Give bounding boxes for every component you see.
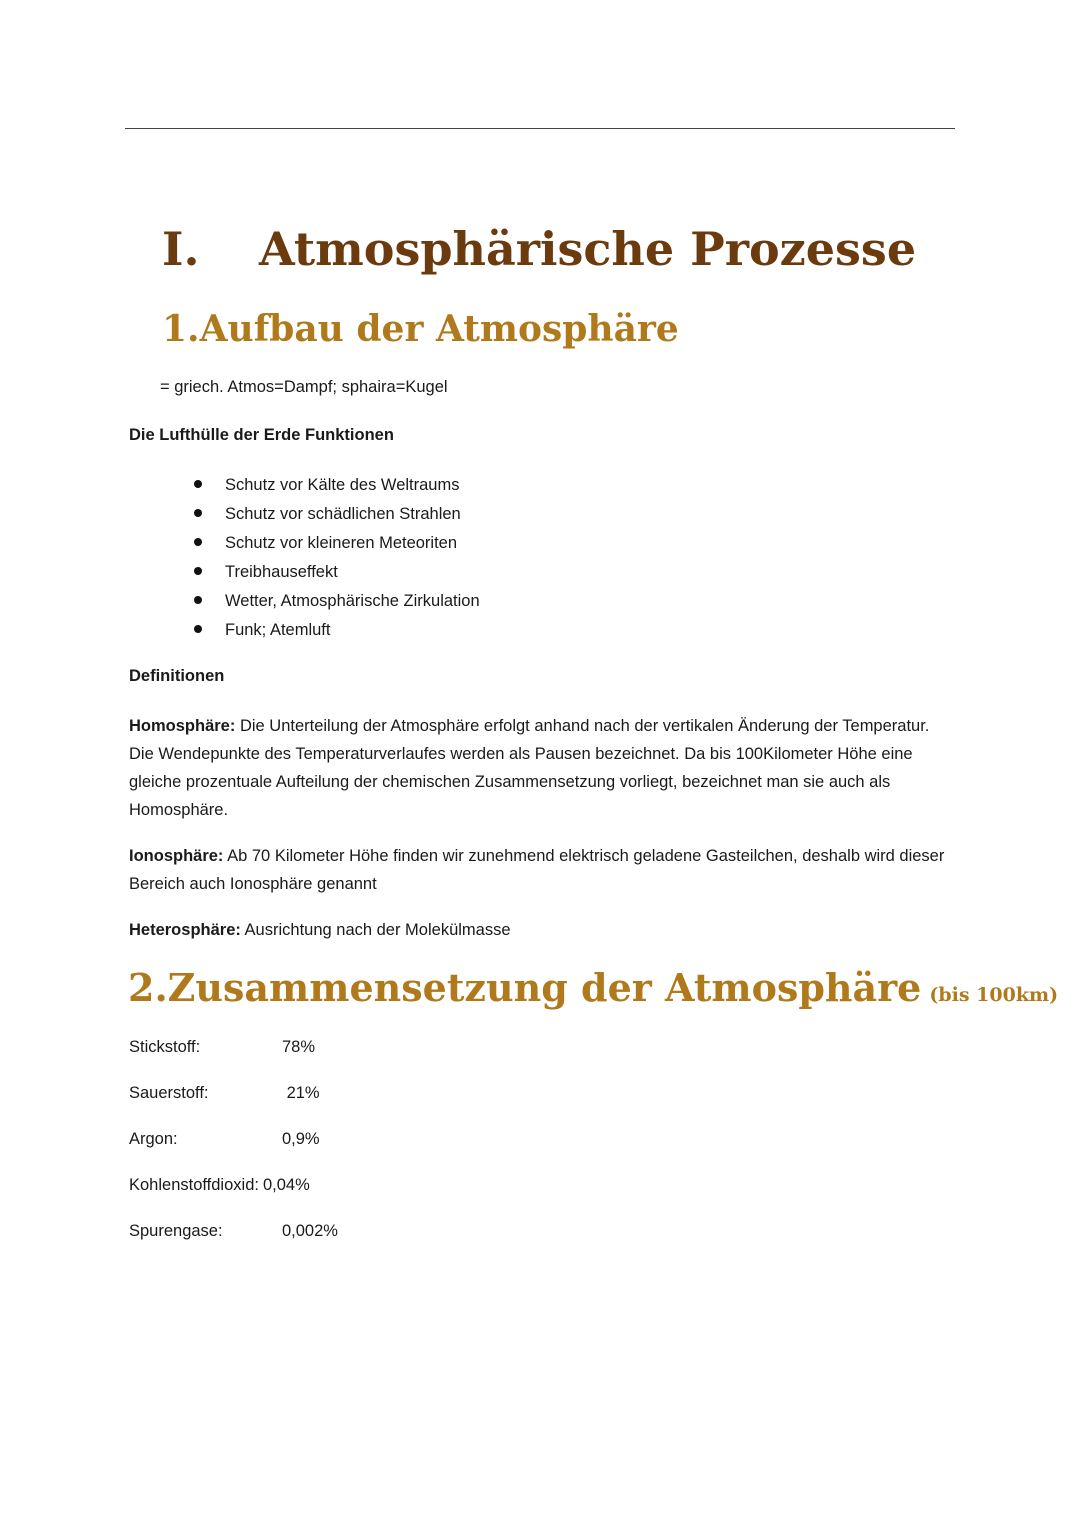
definition-text: Die Unterteilung der Atmosphäre erfolgt anhand nach der vertikalen Änderung der Temperatur. Die Wendepunkte des Temperaturverlaufes werden als Pausen bezeichnet. Da bis 100Kilometer Höhe eine gleiche prozentuale Aufteilung der chemischen Zusammensetzung vorliegt, bezeichnet man sie auch als Homosphäre. — [129, 717, 930, 819]
component-label: Sauerstoff: — [129, 1084, 209, 1102]
list-item: Funk; Atemluft — [194, 616, 480, 645]
composition-list — [129, 1033, 338, 1263]
bullet-icon — [194, 480, 202, 488]
bullet-icon — [194, 567, 202, 575]
etymology-line: = griech. Atmos=Dampf; sphaira=Kugel — [160, 378, 448, 396]
list-item — [129, 1171, 338, 1217]
definition-text: Ab 70 Kilometer Höhe finden wir zunehmend elektrisch geladene Gasteilchen, deshalb wird dieser Bereich auch Ionosphäre genannt — [129, 847, 945, 893]
component-label: Stickstoff: — [129, 1038, 201, 1056]
definition-heterosphaere — [129, 916, 949, 944]
component-label: Spurengase: — [129, 1222, 223, 1240]
definition-ionosphaere — [129, 842, 949, 898]
bullet-icon — [194, 625, 202, 633]
list-item — [129, 1217, 338, 1263]
definition-homosphaere — [129, 712, 949, 824]
list-item: Schutz vor Kälte des Weltraums — [194, 471, 480, 500]
chapter-heading — [162, 222, 916, 276]
definition-term: Heterosphäre: — [129, 921, 241, 939]
definitions-heading: Definitionen — [129, 667, 225, 685]
bullet-icon — [194, 538, 202, 546]
component-value: 21% — [282, 1084, 320, 1102]
list-item: Schutz vor kleineren Meteoriten — [194, 529, 480, 558]
component-value: 0,002% — [282, 1222, 338, 1240]
header-rule — [125, 128, 955, 129]
list-item: Schutz vor schädlichen Strahlen — [194, 500, 480, 529]
component-value: 0,04% — [262, 1176, 310, 1194]
definition-term: Ionosphäre: — [129, 847, 224, 865]
component-value: 0,9% — [282, 1130, 320, 1148]
section2-title: 2.Zusammensetzung der Atmosphäre — [128, 965, 922, 1010]
component-label: Argon: — [129, 1130, 178, 1148]
component-value: 78% — [282, 1038, 316, 1056]
definition-text: Ausrichtung nach der Molekülmasse — [240, 921, 511, 939]
functions-list — [194, 471, 480, 645]
chapter-title: Atmosphärische Prozesse — [259, 222, 917, 276]
section2-heading — [128, 965, 1058, 1010]
section1-heading: 1.Aufbau der Atmosphäre — [162, 308, 679, 350]
list-item — [129, 1033, 338, 1079]
functions-heading: Die Lufthülle der Erde Funktionen — [129, 426, 394, 444]
component-label: Kohlenstoffdioxid: — [129, 1176, 259, 1194]
list-item — [129, 1079, 338, 1125]
list-item: Treibhauseffekt — [194, 558, 480, 587]
list-item — [129, 1125, 338, 1171]
bullet-icon — [194, 596, 202, 604]
section2-title-suffix: (bis 100km) — [929, 984, 1059, 1006]
definition-term: Homosphäre: — [129, 717, 236, 735]
chapter-number: I. — [162, 222, 200, 276]
bullet-icon — [194, 509, 202, 517]
list-item: Wetter, Atmosphärische Zirkulation — [194, 587, 480, 616]
